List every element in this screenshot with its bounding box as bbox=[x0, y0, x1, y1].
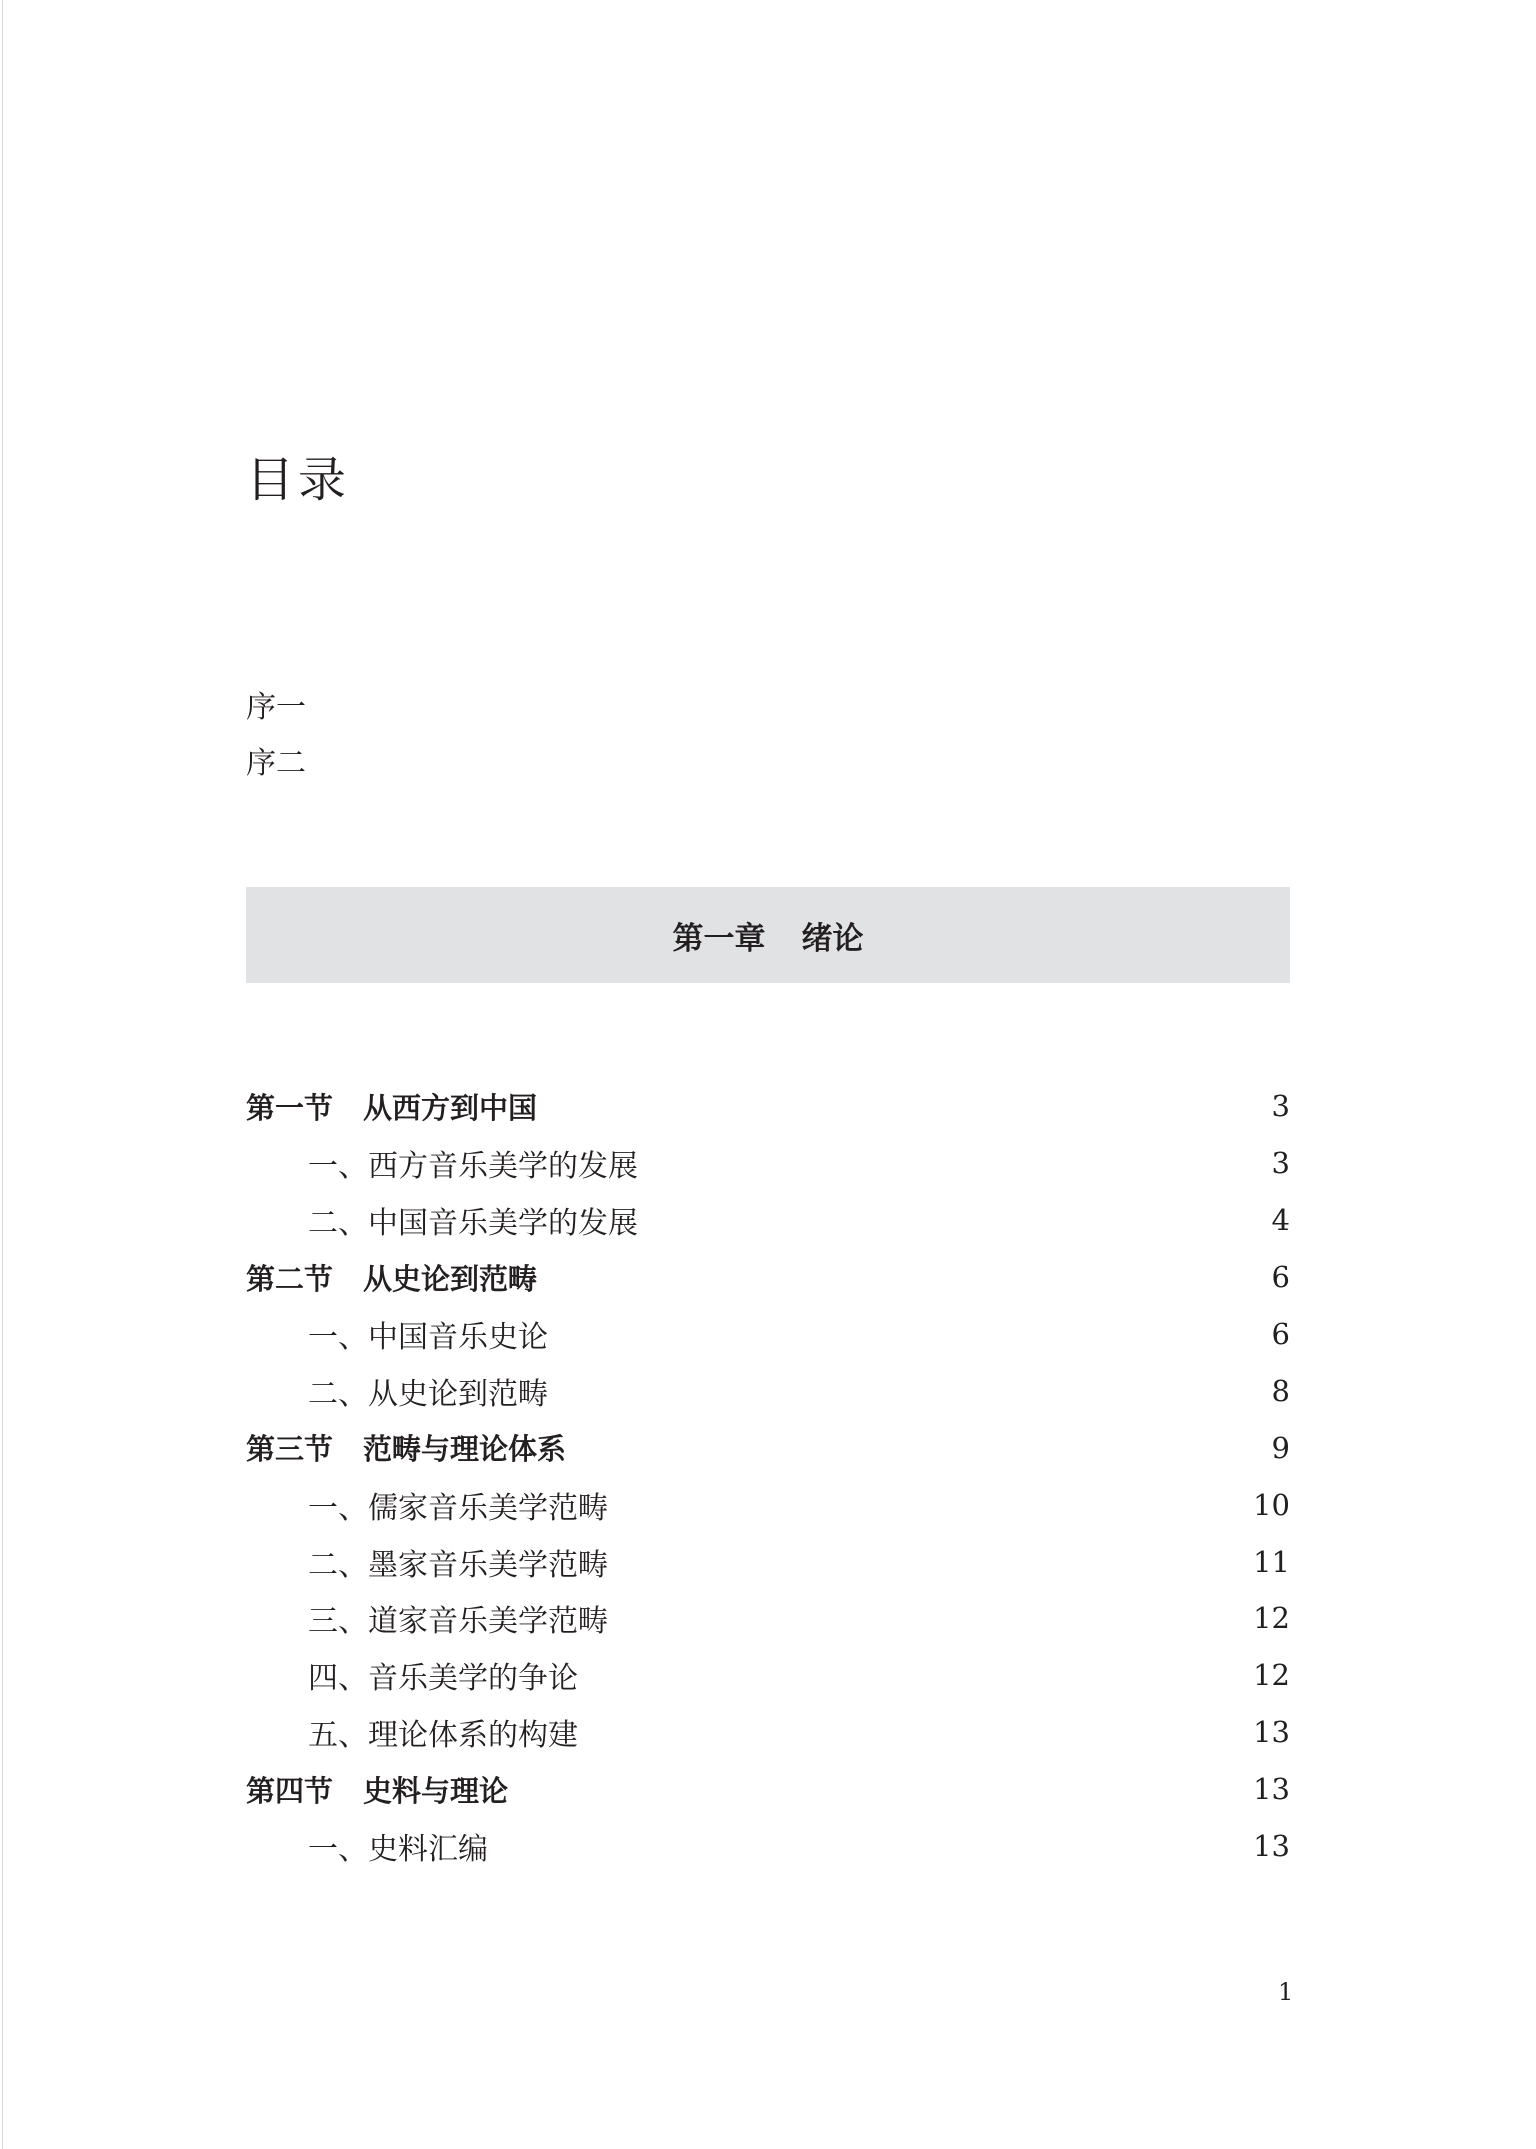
page-number: 10 bbox=[1253, 1487, 1290, 1522]
toc-subsection-entry[interactable] bbox=[246, 1135, 1290, 1192]
page-number: 3 bbox=[1271, 1089, 1290, 1124]
subsection-title: 五、理论体系的构建 bbox=[308, 1718, 578, 1754]
toc-subsection-entry[interactable] bbox=[246, 1192, 1290, 1249]
preface-list bbox=[246, 686, 306, 798]
toc-subsection-entry[interactable] bbox=[246, 1704, 1290, 1761]
section-title: 史料与理论 bbox=[363, 1773, 509, 1808]
subsection-title: 二、墨家音乐美学范畴 bbox=[308, 1547, 608, 1583]
chapter-title: 绪论 bbox=[801, 920, 864, 957]
toc-subsection-entry[interactable] bbox=[246, 1476, 1290, 1533]
section-title: 从史论到范畴 bbox=[363, 1261, 538, 1296]
page-number: 9 bbox=[1271, 1430, 1290, 1465]
toc-section-entry[interactable] bbox=[246, 1078, 1290, 1135]
page-number: 13 bbox=[1253, 1829, 1290, 1864]
page-number: 8 bbox=[1271, 1373, 1290, 1408]
toc-entries bbox=[246, 1078, 1290, 1874]
page-edge-line bbox=[2, 0, 3, 2149]
chapter-number: 第一章 bbox=[672, 920, 766, 957]
toc-section-entry[interactable] bbox=[246, 1249, 1290, 1306]
subsection-title: 三、道家音乐美学范畴 bbox=[308, 1604, 608, 1640]
toc-subsection-entry[interactable] bbox=[246, 1362, 1290, 1419]
subsection-title: 二、中国音乐美学的发展 bbox=[308, 1206, 638, 1242]
page-number: 11 bbox=[1253, 1544, 1290, 1579]
page-number: 4 bbox=[1271, 1203, 1290, 1238]
page-number: 13 bbox=[1253, 1772, 1290, 1807]
toc-section-entry[interactable] bbox=[246, 1419, 1290, 1476]
section-number: 第二节 bbox=[246, 1261, 334, 1296]
section-title: 从西方到中国 bbox=[363, 1090, 538, 1125]
page-number: 13 bbox=[1253, 1715, 1290, 1750]
page-number: 6 bbox=[1271, 1260, 1290, 1295]
toc-subsection-entry[interactable] bbox=[246, 1306, 1290, 1363]
chapter-heading-bar[interactable] bbox=[246, 887, 1290, 983]
page-number: 12 bbox=[1253, 1658, 1290, 1693]
subsection-title: 四、音乐美学的争论 bbox=[308, 1661, 578, 1697]
subsection-title: 一、儒家音乐美学范畴 bbox=[308, 1490, 608, 1526]
subsection-title: 一、西方音乐美学的发展 bbox=[308, 1149, 638, 1185]
toc-title: 目录 bbox=[246, 452, 351, 508]
preface-item-2[interactable]: 序二 bbox=[246, 746, 306, 781]
toc-subsection-entry[interactable] bbox=[246, 1533, 1290, 1590]
section-number: 第四节 bbox=[246, 1773, 334, 1808]
section-title: 范畴与理论体系 bbox=[363, 1432, 567, 1467]
section-number: 第三节 bbox=[246, 1432, 334, 1467]
toc-subsection-entry[interactable] bbox=[246, 1818, 1290, 1875]
subsection-title: 一、史料汇编 bbox=[308, 1832, 488, 1868]
toc-subsection-entry[interactable] bbox=[246, 1647, 1290, 1704]
subsection-title: 二、从史论到范畴 bbox=[308, 1376, 548, 1412]
section-number: 第一节 bbox=[246, 1090, 334, 1125]
preface-item-1[interactable]: 序一 bbox=[246, 690, 306, 725]
folio-page-number: 1 bbox=[1278, 1978, 1294, 2006]
page-number: 12 bbox=[1253, 1601, 1290, 1636]
page-number: 3 bbox=[1271, 1146, 1290, 1181]
toc-section-entry[interactable] bbox=[246, 1761, 1290, 1818]
toc-subsection-entry[interactable] bbox=[246, 1590, 1290, 1647]
page-number: 6 bbox=[1271, 1317, 1290, 1351]
subsection-title: 一、中国音乐史论 bbox=[308, 1320, 548, 1355]
